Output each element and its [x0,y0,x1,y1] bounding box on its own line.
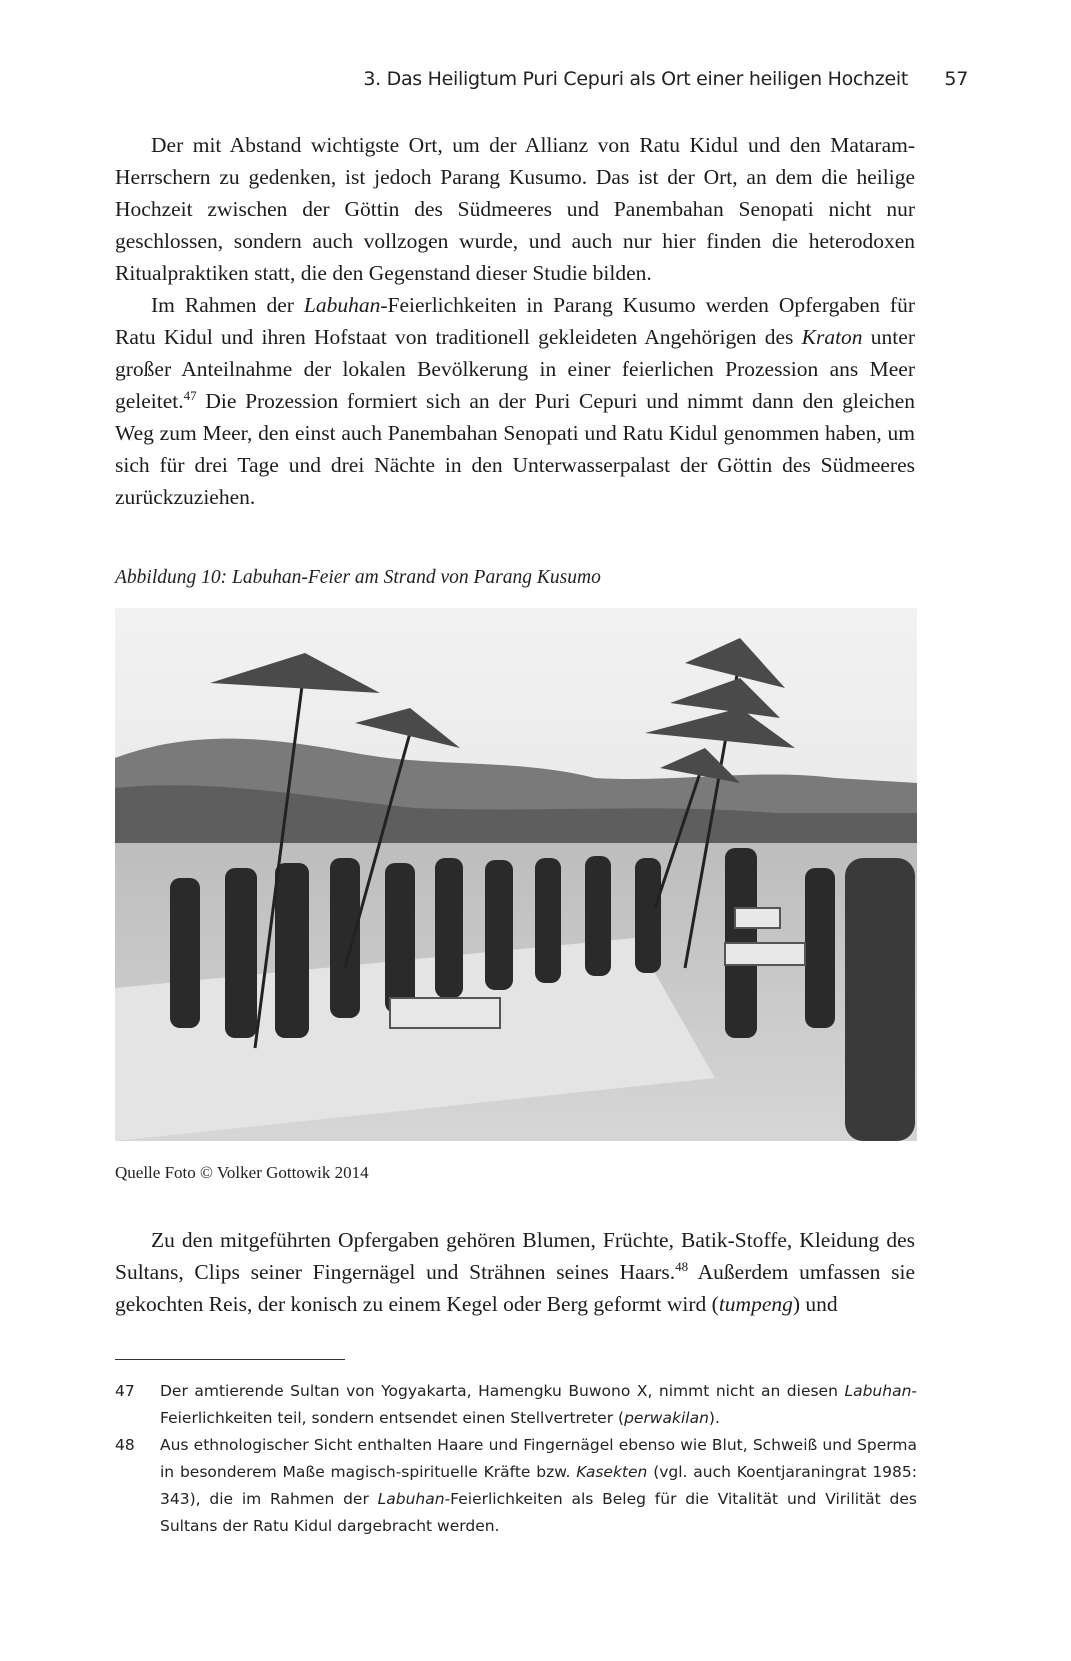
italic-term: Labuhan [844,1382,912,1400]
footnote-47 [115,1378,917,1432]
text-run: (vgl. auch Koentjaraningrat 1985: 343), die im Rahmen der [160,1463,917,1508]
text-run: -Feierlichkeiten als Beleg für die Vitalität und Virilität des Sultans der Ratu Kidul dargebracht werden. [160,1490,917,1535]
text-run: unter großer Anteilnahme der lokalen Bevölkerung in einer feierlichen Prozession ans Meer geleitet. [115,325,915,413]
running-title: 3. Das Heiligtum Puri Cepuri als Ort einer heiligen Hochzeit [363,68,908,90]
text-run: Aus ethnologischer Sicht enthalten Haare und Fingernägel ebenso wie Blut, Schweiß und Sperma in besonderem Maße magisch-spirituelle Kräfte bzw. [160,1436,917,1481]
text-run: Zu den mitgeführten Opfergaben gehören Blumen, Früchte, Batik-Stoffe, Kleidung des Sultans, Clips seiner Fingernägel und Strähnen seines Haars. [115,1228,915,1284]
photo-illustration [115,608,917,1141]
text-run: Außerdem umfassen sie gekochten Reis, der konisch zu einem Kegel oder Berg geformt wird ( [115,1260,915,1316]
page-number: 57 [944,68,968,90]
body-text-top [115,129,915,513]
footnote-ref: 47 [183,387,197,403]
paragraph [115,129,915,289]
text-run: ). [708,1409,720,1427]
footnote-48 [115,1432,917,1540]
footnote-ref: 48 [675,1258,689,1274]
footnotes [115,1378,917,1540]
paragraph [115,1224,915,1320]
italic-term: perwakilan [624,1409,709,1427]
text-run: Im Rahmen der [151,293,304,317]
italic-term: Labuhan [303,293,381,317]
body-text-bottom [115,1224,915,1320]
italic-term: tumpeng [718,1292,793,1316]
text-run: ) und [792,1292,838,1316]
text-run: Der mit Abstand wichtigste Ort, um der Allianz von Ratu Kidul und den Mataram-Herrschern zu gedenken, ist jedoch Parang Kusumo. Das ist der Ort, an dem die heilige Hochzeit zwischen der Göttin des Südmeeres und Panembahan Senopati nicht nur geschlossen, sondern auch vollzogen wurde, und auch nur hier finden die heterodoxen Ritualpraktiken statt, die den Gegenstand dieser Studie bilden. [115,133,915,285]
italic-term: Kasekten [576,1463,648,1481]
paragraph [115,289,915,513]
footnote-text [160,1382,917,1427]
text-run: Die Prozession formiert sich an der Puri Cepuri und nimmt dann den gleichen Weg zum Meer, den einst auch Panembahan Senopati und Ratu Kidul genommen haben, um sich für drei Tage und drei Nächte in den Unterwasserpalast der Göttin des Südmeeres zurückzuziehen. [115,389,915,509]
text-run: -Feierlichkeiten in Parang Kusumo werden Opfergaben für Ratu Kidul und ihren Hofstaat von traditionell gekleideten Angehörigen des [115,293,915,349]
footnote-number: 48 [115,1436,135,1454]
running-header [0,68,968,98]
text-run: -Feierlichkeiten teil, sondern entsendet einen Stellvertreter ( [160,1382,917,1427]
figure-credit: Quelle Foto © Volker Gottowik 2014 [115,1163,369,1182]
figure-caption: Abbildung 10: Labuhan-Feier am Strand von Parang Kusumo [115,567,601,588]
italic-term: Kraton [801,325,863,349]
footnote-text [160,1436,917,1535]
text-run: Der amtierende Sultan von Yogyakarta, Hamengku Buwono X, nimmt nicht an diesen [160,1382,845,1400]
italic-term: Labuhan [377,1490,445,1508]
figure-photo [115,608,917,1141]
footnote-number: 47 [115,1382,135,1400]
footnote-rule [115,1359,345,1360]
